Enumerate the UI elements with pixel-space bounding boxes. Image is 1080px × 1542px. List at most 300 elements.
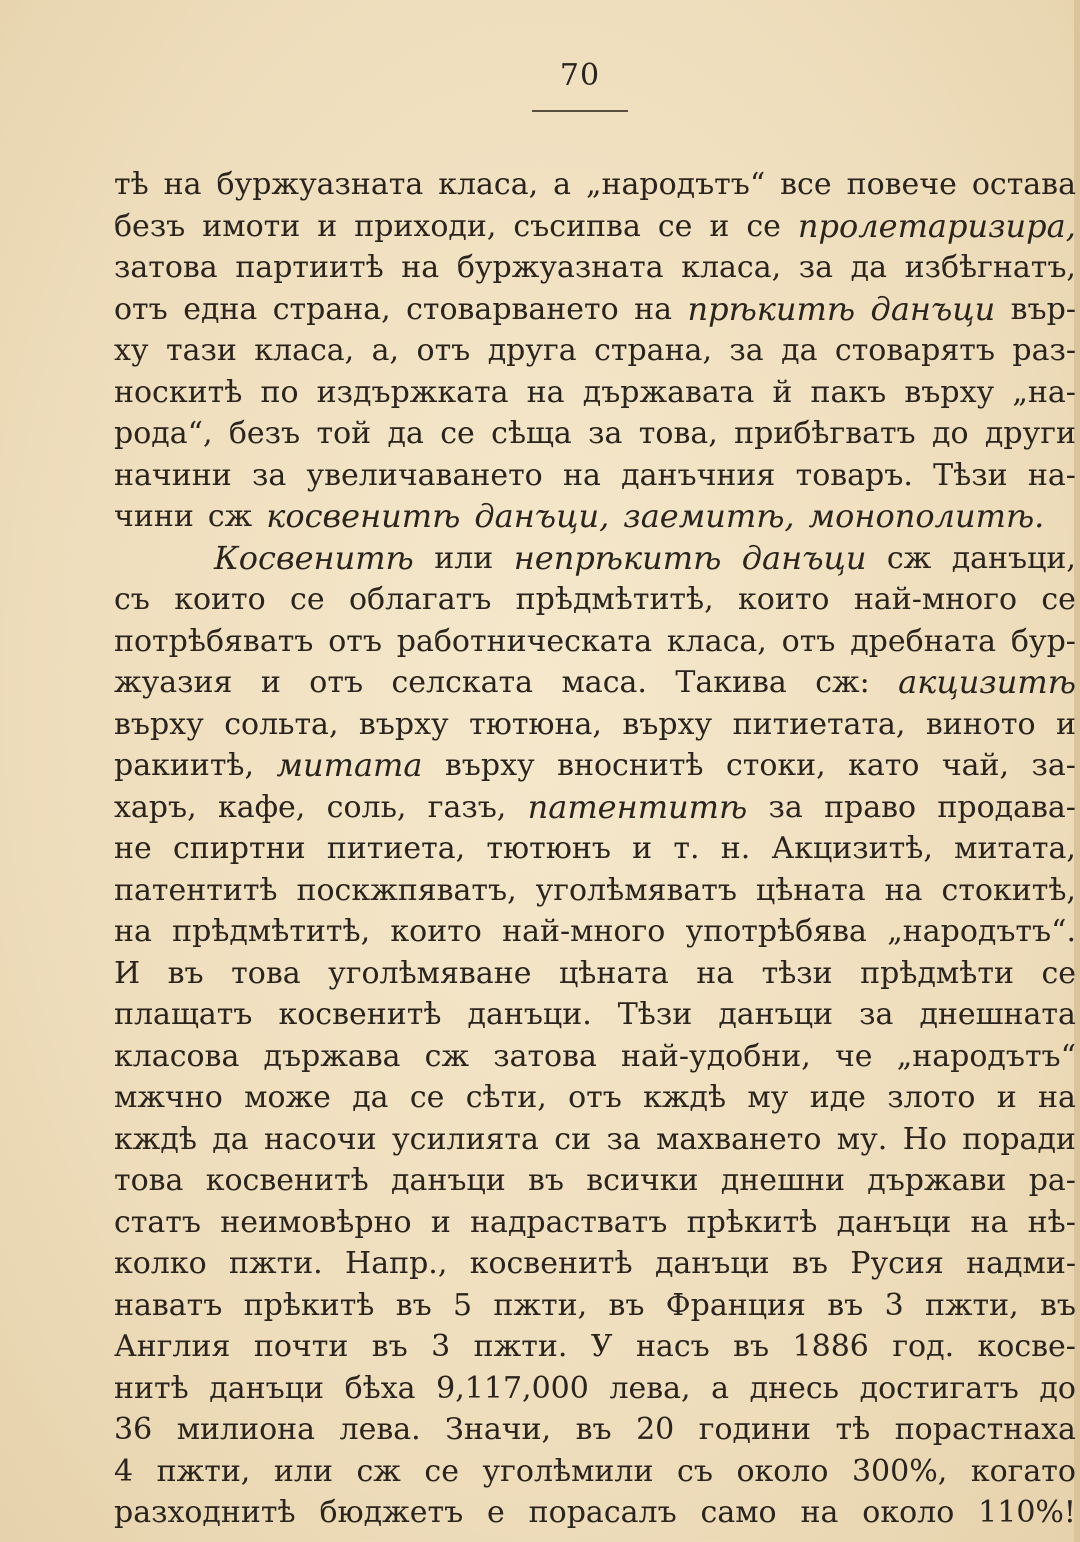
word: стокитѣ,	[941, 872, 1076, 908]
word: той	[316, 416, 372, 451]
word: това,	[638, 416, 718, 451]
word: лева.	[339, 1412, 421, 1447]
word: затова	[493, 1038, 597, 1074]
word: за	[729, 333, 764, 368]
word: му	[747, 1080, 789, 1115]
text-line	[114, 704, 1076, 746]
word: за	[768, 789, 803, 825]
word: на	[163, 167, 202, 202]
word: данъци	[836, 1204, 952, 1240]
text-line	[114, 1036, 1076, 1078]
word: се	[440, 416, 475, 451]
word: партиитѣ	[235, 250, 384, 285]
word: които	[738, 582, 830, 617]
word: сж	[424, 1038, 470, 1074]
word: които	[390, 914, 482, 949]
word: се	[1041, 582, 1076, 617]
word: данъчния	[621, 457, 776, 493]
word: върху	[444, 748, 535, 783]
word: непрѣкитѣ	[513, 538, 722, 577]
word: а	[711, 1370, 730, 1406]
word: пжти.	[229, 1246, 323, 1281]
word: на	[884, 872, 923, 908]
word: бѣха	[344, 1370, 416, 1406]
word: 20	[636, 1412, 675, 1447]
word: бюджетъ	[319, 1495, 464, 1530]
word: Косвенитѣ	[214, 538, 414, 577]
word: въ	[1040, 1287, 1076, 1323]
word: години	[698, 1412, 811, 1447]
word: 300%,	[851, 1453, 948, 1489]
word: не	[114, 831, 152, 866]
text-line	[114, 1409, 1076, 1451]
word: раз-	[1012, 333, 1076, 368]
word: и	[430, 1204, 451, 1240]
word: статъ	[114, 1204, 201, 1240]
word: издържката	[316, 374, 509, 410]
word: тази	[166, 333, 237, 368]
word: други	[984, 416, 1076, 451]
word: въ	[167, 955, 204, 991]
word: „народътъ“	[585, 167, 766, 202]
text-line	[114, 164, 1076, 206]
word: може	[244, 1080, 331, 1115]
word: на	[1038, 1080, 1076, 1115]
word: милиона	[176, 1412, 316, 1447]
word: усилията	[391, 1121, 539, 1157]
word: въ	[827, 1287, 864, 1323]
word: се	[657, 208, 693, 244]
word: патентитѣ	[114, 872, 278, 908]
word: наватъ	[114, 1287, 223, 1323]
word: държава	[263, 1038, 401, 1074]
word: стоки,	[725, 748, 826, 783]
text-line	[114, 911, 1076, 953]
word: върху	[358, 706, 449, 742]
word: държави	[867, 1163, 1007, 1198]
word: надми-	[966, 1246, 1076, 1281]
word: около	[736, 1453, 829, 1489]
word: се	[290, 582, 325, 617]
word: пжти,	[156, 1453, 251, 1489]
word: да	[212, 1121, 249, 1157]
word: съ	[677, 1453, 713, 1489]
word: въ	[371, 1329, 408, 1364]
word: да	[850, 250, 887, 285]
word: най-много	[502, 914, 666, 949]
word: прѣкитѣ	[243, 1287, 375, 1323]
word: ракиитѣ,	[114, 748, 255, 783]
word: поради	[962, 1121, 1076, 1157]
word: и	[1055, 706, 1076, 742]
word: е	[487, 1495, 505, 1530]
word: една	[183, 291, 258, 327]
word: разходнитѣ	[114, 1495, 296, 1530]
word: харъ,	[114, 789, 197, 825]
word: да	[781, 333, 818, 368]
header-rule	[532, 110, 628, 112]
word: до	[1039, 1370, 1076, 1406]
word: или	[434, 540, 494, 576]
word: да	[352, 1080, 389, 1115]
word: й	[772, 374, 793, 410]
word: се	[746, 208, 781, 244]
word: отъ	[309, 665, 364, 700]
word: това	[114, 1163, 184, 1198]
word: затова	[114, 250, 218, 285]
word: за	[859, 997, 894, 1032]
word: Напр.,	[345, 1246, 448, 1281]
word: съ	[114, 582, 150, 617]
word: виното	[925, 706, 1036, 742]
word: до	[932, 416, 969, 451]
word: стоварването	[406, 291, 619, 327]
word: прѣкитѣ	[686, 1204, 818, 1240]
word: и	[709, 208, 730, 244]
word: 3	[431, 1329, 451, 1364]
word: прѣдмѣтитѣ,	[515, 582, 714, 617]
word: Тѣзи	[617, 997, 693, 1032]
word: уголѣмили	[482, 1453, 654, 1489]
word: насочи	[264, 1121, 377, 1157]
word: страна,	[594, 333, 712, 368]
word: „народътъ“.	[887, 914, 1076, 949]
text-line	[114, 579, 1076, 621]
word: пжти,	[493, 1287, 588, 1323]
word: около	[862, 1495, 955, 1530]
text-line	[114, 787, 1076, 829]
word: данъци	[654, 1246, 770, 1281]
text-line	[114, 247, 1076, 289]
word: питиета,	[326, 831, 466, 866]
word: косве-	[977, 1329, 1076, 1364]
word: носкитѣ	[114, 374, 243, 410]
word: продава-	[937, 789, 1076, 825]
word: вър-	[1010, 291, 1076, 327]
word: увеличаването	[306, 457, 543, 493]
word: 3	[884, 1287, 904, 1323]
word: надрастватъ	[470, 1204, 668, 1240]
text-line	[114, 1202, 1076, 1244]
word: се	[409, 1080, 445, 1115]
word: „на-	[1012, 374, 1076, 410]
word: всички	[586, 1163, 699, 1198]
word: класа,	[438, 167, 539, 202]
word: косвенитѣ	[266, 497, 461, 535]
word: и	[260, 665, 281, 700]
text-line	[114, 1492, 1076, 1534]
word: въ	[395, 1287, 432, 1323]
word: въ	[733, 1329, 770, 1364]
word: съсипва	[513, 208, 641, 244]
word: махването	[656, 1121, 822, 1157]
word: данъци	[870, 289, 996, 328]
word: 110%!	[978, 1495, 1076, 1530]
word: стоварятъ	[834, 333, 995, 368]
word: на-	[1027, 457, 1076, 493]
word: а,	[371, 333, 400, 368]
word: буржуазната	[216, 167, 424, 202]
word: 5	[453, 1287, 473, 1323]
word: дребната	[850, 623, 997, 659]
word: питиетата,	[732, 706, 906, 742]
text-line	[114, 413, 1076, 455]
word: уголѣмяватъ	[535, 872, 737, 908]
word: класа,	[254, 333, 355, 368]
word: страна,	[272, 291, 391, 327]
word: сѣща	[491, 416, 572, 451]
word: прѣдмѣти	[860, 955, 1014, 991]
word: данъци	[718, 997, 834, 1032]
word: избѣгнатъ,	[904, 250, 1076, 285]
word: данъци.	[467, 997, 592, 1032]
word: като	[848, 748, 920, 783]
word: повече	[846, 167, 957, 202]
word: нитѣ	[114, 1370, 189, 1406]
word: отъ	[328, 623, 382, 659]
word: лева,	[609, 1370, 691, 1406]
word: за-	[1031, 748, 1076, 783]
word: тютюнъ	[486, 831, 611, 866]
word: пролетаризира,	[797, 206, 1076, 245]
text-line	[114, 1285, 1076, 1327]
word: мжчно	[114, 1080, 223, 1115]
word: иде	[809, 1080, 866, 1115]
word: цѣната	[558, 955, 669, 991]
word: на	[696, 955, 735, 991]
word: Русия	[850, 1246, 944, 1281]
text-line	[114, 206, 1076, 248]
word: Акцизитѣ,	[771, 831, 933, 866]
word: върху	[904, 374, 995, 410]
word: че	[834, 1038, 873, 1074]
page-number: 70	[559, 58, 601, 93]
word: митата,	[954, 831, 1076, 866]
word: цѣната	[755, 872, 866, 908]
word: 36	[114, 1412, 153, 1447]
word: т.	[673, 831, 700, 866]
word: Тѣзи	[933, 457, 1008, 493]
text-line	[114, 289, 1076, 331]
text-line	[114, 496, 1076, 538]
text-line	[114, 1243, 1076, 1285]
text-line	[114, 953, 1076, 995]
word: отъ	[568, 1080, 622, 1115]
word: класова	[114, 1038, 240, 1074]
word: потрѣбяватъ	[114, 623, 314, 659]
word: монополитѣ.	[808, 497, 1045, 535]
word: все	[780, 167, 832, 202]
text-line	[114, 538, 1076, 580]
word: днешната	[919, 997, 1076, 1032]
word: Англия	[114, 1329, 231, 1364]
word: косвенитѣ	[278, 997, 442, 1032]
word: за	[588, 416, 623, 451]
word: приходи,	[354, 208, 497, 244]
word: на	[563, 457, 601, 493]
word: Но	[902, 1121, 947, 1157]
word: рода“,	[114, 416, 213, 451]
word: чини	[114, 499, 194, 534]
word: за	[251, 457, 287, 493]
word: газъ,	[427, 789, 507, 825]
word: прѣкитѣ	[687, 289, 856, 328]
word: акцизитѣ	[898, 663, 1076, 701]
word: и	[996, 1080, 1017, 1115]
word: год.	[892, 1329, 955, 1364]
word: имоти	[202, 208, 301, 244]
word: Франция	[665, 1287, 806, 1323]
word: това	[231, 955, 301, 991]
word: поскжпяватъ,	[296, 872, 517, 908]
word: порастнаха	[894, 1412, 1076, 1447]
word: насъ	[635, 1329, 710, 1364]
word: за	[606, 1121, 641, 1157]
word: сж	[886, 540, 932, 576]
word: по	[260, 374, 299, 410]
word: ху	[114, 333, 149, 368]
word: или	[273, 1453, 333, 1489]
word: само	[700, 1495, 777, 1530]
word: митата	[276, 746, 423, 784]
word: данъци	[741, 538, 867, 577]
word: сж	[356, 1453, 401, 1489]
word: товаръ.	[795, 457, 913, 493]
word: безъ	[228, 416, 301, 451]
word: на	[401, 250, 440, 285]
word: най-много	[853, 582, 1018, 617]
text-line	[114, 330, 1076, 372]
word: му.	[836, 1121, 888, 1157]
text-line	[114, 1077, 1076, 1119]
word: сж	[207, 499, 253, 534]
text-line	[114, 662, 1076, 704]
word: кждѣ	[114, 1121, 197, 1157]
word: на	[114, 914, 152, 949]
word: бур-	[1010, 623, 1076, 659]
word: на	[634, 291, 673, 327]
word: класа,	[681, 250, 782, 285]
text-line	[114, 870, 1076, 912]
word: уголѣмяване	[328, 955, 532, 991]
word: спиртни	[172, 831, 306, 866]
word: за	[798, 250, 834, 285]
word: когато	[970, 1453, 1076, 1489]
word: въ	[528, 1163, 564, 1198]
word: безъ	[114, 208, 186, 244]
word: данъци	[390, 1163, 506, 1198]
word: сольта,	[224, 706, 339, 742]
word: които	[174, 582, 266, 617]
word: тѣзи	[761, 955, 833, 991]
word: на	[526, 374, 565, 410]
text-line	[114, 994, 1076, 1036]
word: селската	[391, 665, 534, 700]
word: данъци,	[474, 497, 610, 535]
word: пжти.	[473, 1329, 568, 1364]
word: кафе,	[217, 789, 306, 825]
word: днесь	[749, 1370, 840, 1406]
word: данъци	[209, 1370, 325, 1406]
word: прѣдмѣтитѣ,	[172, 914, 371, 949]
word: 9,117,000	[436, 1370, 589, 1406]
word: да	[387, 416, 424, 451]
word: заемитѣ,	[623, 497, 795, 535]
text-line	[114, 1451, 1076, 1493]
word: право	[824, 789, 917, 825]
word: патентитѣ	[527, 787, 748, 826]
word: „народътъ“	[896, 1038, 1076, 1074]
word: плащатъ	[114, 997, 253, 1032]
word: употрѣбява	[685, 914, 867, 949]
word: остава	[971, 167, 1076, 202]
word: маса.	[561, 665, 647, 700]
text-line	[114, 455, 1076, 497]
word: соль,	[326, 789, 407, 825]
word: отъ	[114, 291, 168, 327]
text-line	[114, 1368, 1076, 1410]
text-line	[114, 1119, 1076, 1161]
word: отъ	[781, 623, 836, 659]
word: сж:	[815, 665, 870, 700]
word: И	[114, 955, 141, 991]
word: се	[1041, 955, 1076, 991]
word: вноснитѣ	[557, 748, 704, 783]
text-line	[114, 1160, 1076, 1202]
word: въ	[608, 1287, 645, 1323]
word: днешни	[720, 1163, 845, 1198]
text-line	[114, 745, 1076, 787]
word: класа,	[666, 623, 767, 659]
word: отъ	[416, 333, 471, 368]
word: и	[632, 831, 653, 866]
word: нѣ-	[1027, 1204, 1076, 1240]
word: 4	[114, 1453, 134, 1489]
word: порасалъ	[528, 1495, 677, 1530]
word: държавата	[582, 374, 755, 410]
word: чай,	[941, 748, 1010, 783]
word: на	[970, 1204, 1009, 1240]
word: пжти,	[924, 1287, 1019, 1323]
word: косвенитѣ	[469, 1246, 633, 1281]
text-line	[114, 372, 1076, 414]
word: начини	[114, 457, 232, 493]
word: работническата	[396, 623, 653, 659]
word: 1886	[792, 1329, 869, 1364]
word: пакъ	[810, 374, 887, 410]
word: най-удобни,	[621, 1038, 811, 1074]
word: си	[554, 1121, 592, 1157]
word: данъци,	[951, 540, 1076, 576]
word: върху	[622, 706, 713, 742]
word: злото	[887, 1080, 976, 1115]
word: Такива	[675, 665, 787, 700]
word: ра-	[1028, 1163, 1076, 1198]
word: се	[424, 1453, 459, 1489]
word: почти	[253, 1329, 349, 1364]
word: колко	[114, 1246, 207, 1281]
word: жуазия	[114, 665, 233, 700]
text-line	[114, 828, 1076, 870]
word: облагатъ	[348, 582, 492, 617]
word: сѣти,	[465, 1080, 547, 1115]
word: въ	[791, 1246, 828, 1281]
word: буржуазната	[456, 250, 664, 285]
body-text	[114, 164, 1076, 1534]
word: въ	[575, 1412, 612, 1447]
word: прибѣгватъ	[734, 416, 916, 451]
word: тѣ	[114, 167, 149, 202]
